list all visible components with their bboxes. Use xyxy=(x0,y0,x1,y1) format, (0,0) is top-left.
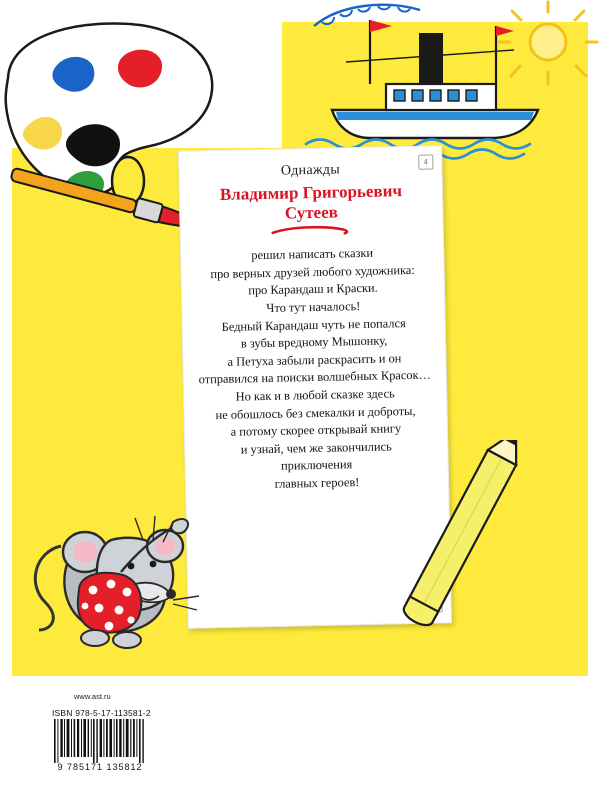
blurb-line: решил написать сказки xyxy=(251,245,374,263)
publisher-website: www.ast.ru xyxy=(74,692,111,701)
blurb-line: Бедный Карандаш чуть не попался xyxy=(221,315,406,334)
steamship-illustration xyxy=(300,0,600,165)
card-corner-mark-top: 4 xyxy=(418,154,433,169)
author-name xyxy=(190,181,433,226)
blurb-line: не обошлось без смекалки и доброты, xyxy=(215,403,416,422)
blurb-line: про верных друзей любого художника: xyxy=(210,262,415,281)
author-name-line2: Сутеев xyxy=(284,202,339,223)
blurb-line: а Петуха забыли раскрасить и он xyxy=(227,350,402,369)
blurb-line: про Карандаш и Краски. xyxy=(248,280,378,298)
blurb-line: в зубы вредному Мышонку, xyxy=(240,333,388,351)
blurb-line: а потому скорее открывай книгу xyxy=(230,421,402,439)
author-name-line1: Владимир Григорьевич xyxy=(219,181,403,204)
blurb-line: отправился на поиски волшебных Красок… xyxy=(198,367,432,387)
red-underline-flourish xyxy=(269,223,355,239)
pencil-illustration xyxy=(380,440,590,665)
barcode xyxy=(52,719,148,763)
barcode-digits: 9 785171 135812 xyxy=(57,762,143,772)
card-intro-line: Однажды xyxy=(280,162,341,179)
blurb-line: Но как и в любой сказке здесь xyxy=(235,386,395,404)
mouse-illustration xyxy=(15,480,225,675)
blurb-line: приключения xyxy=(280,457,353,474)
blurb-line: Что тут началось! xyxy=(266,298,361,315)
isbn-text: ISBN 978-5-17-113581-2 xyxy=(52,708,151,718)
blurb-line: и узнай, чем же закончились xyxy=(240,439,392,457)
blurb-line: главных героев! xyxy=(274,475,360,491)
